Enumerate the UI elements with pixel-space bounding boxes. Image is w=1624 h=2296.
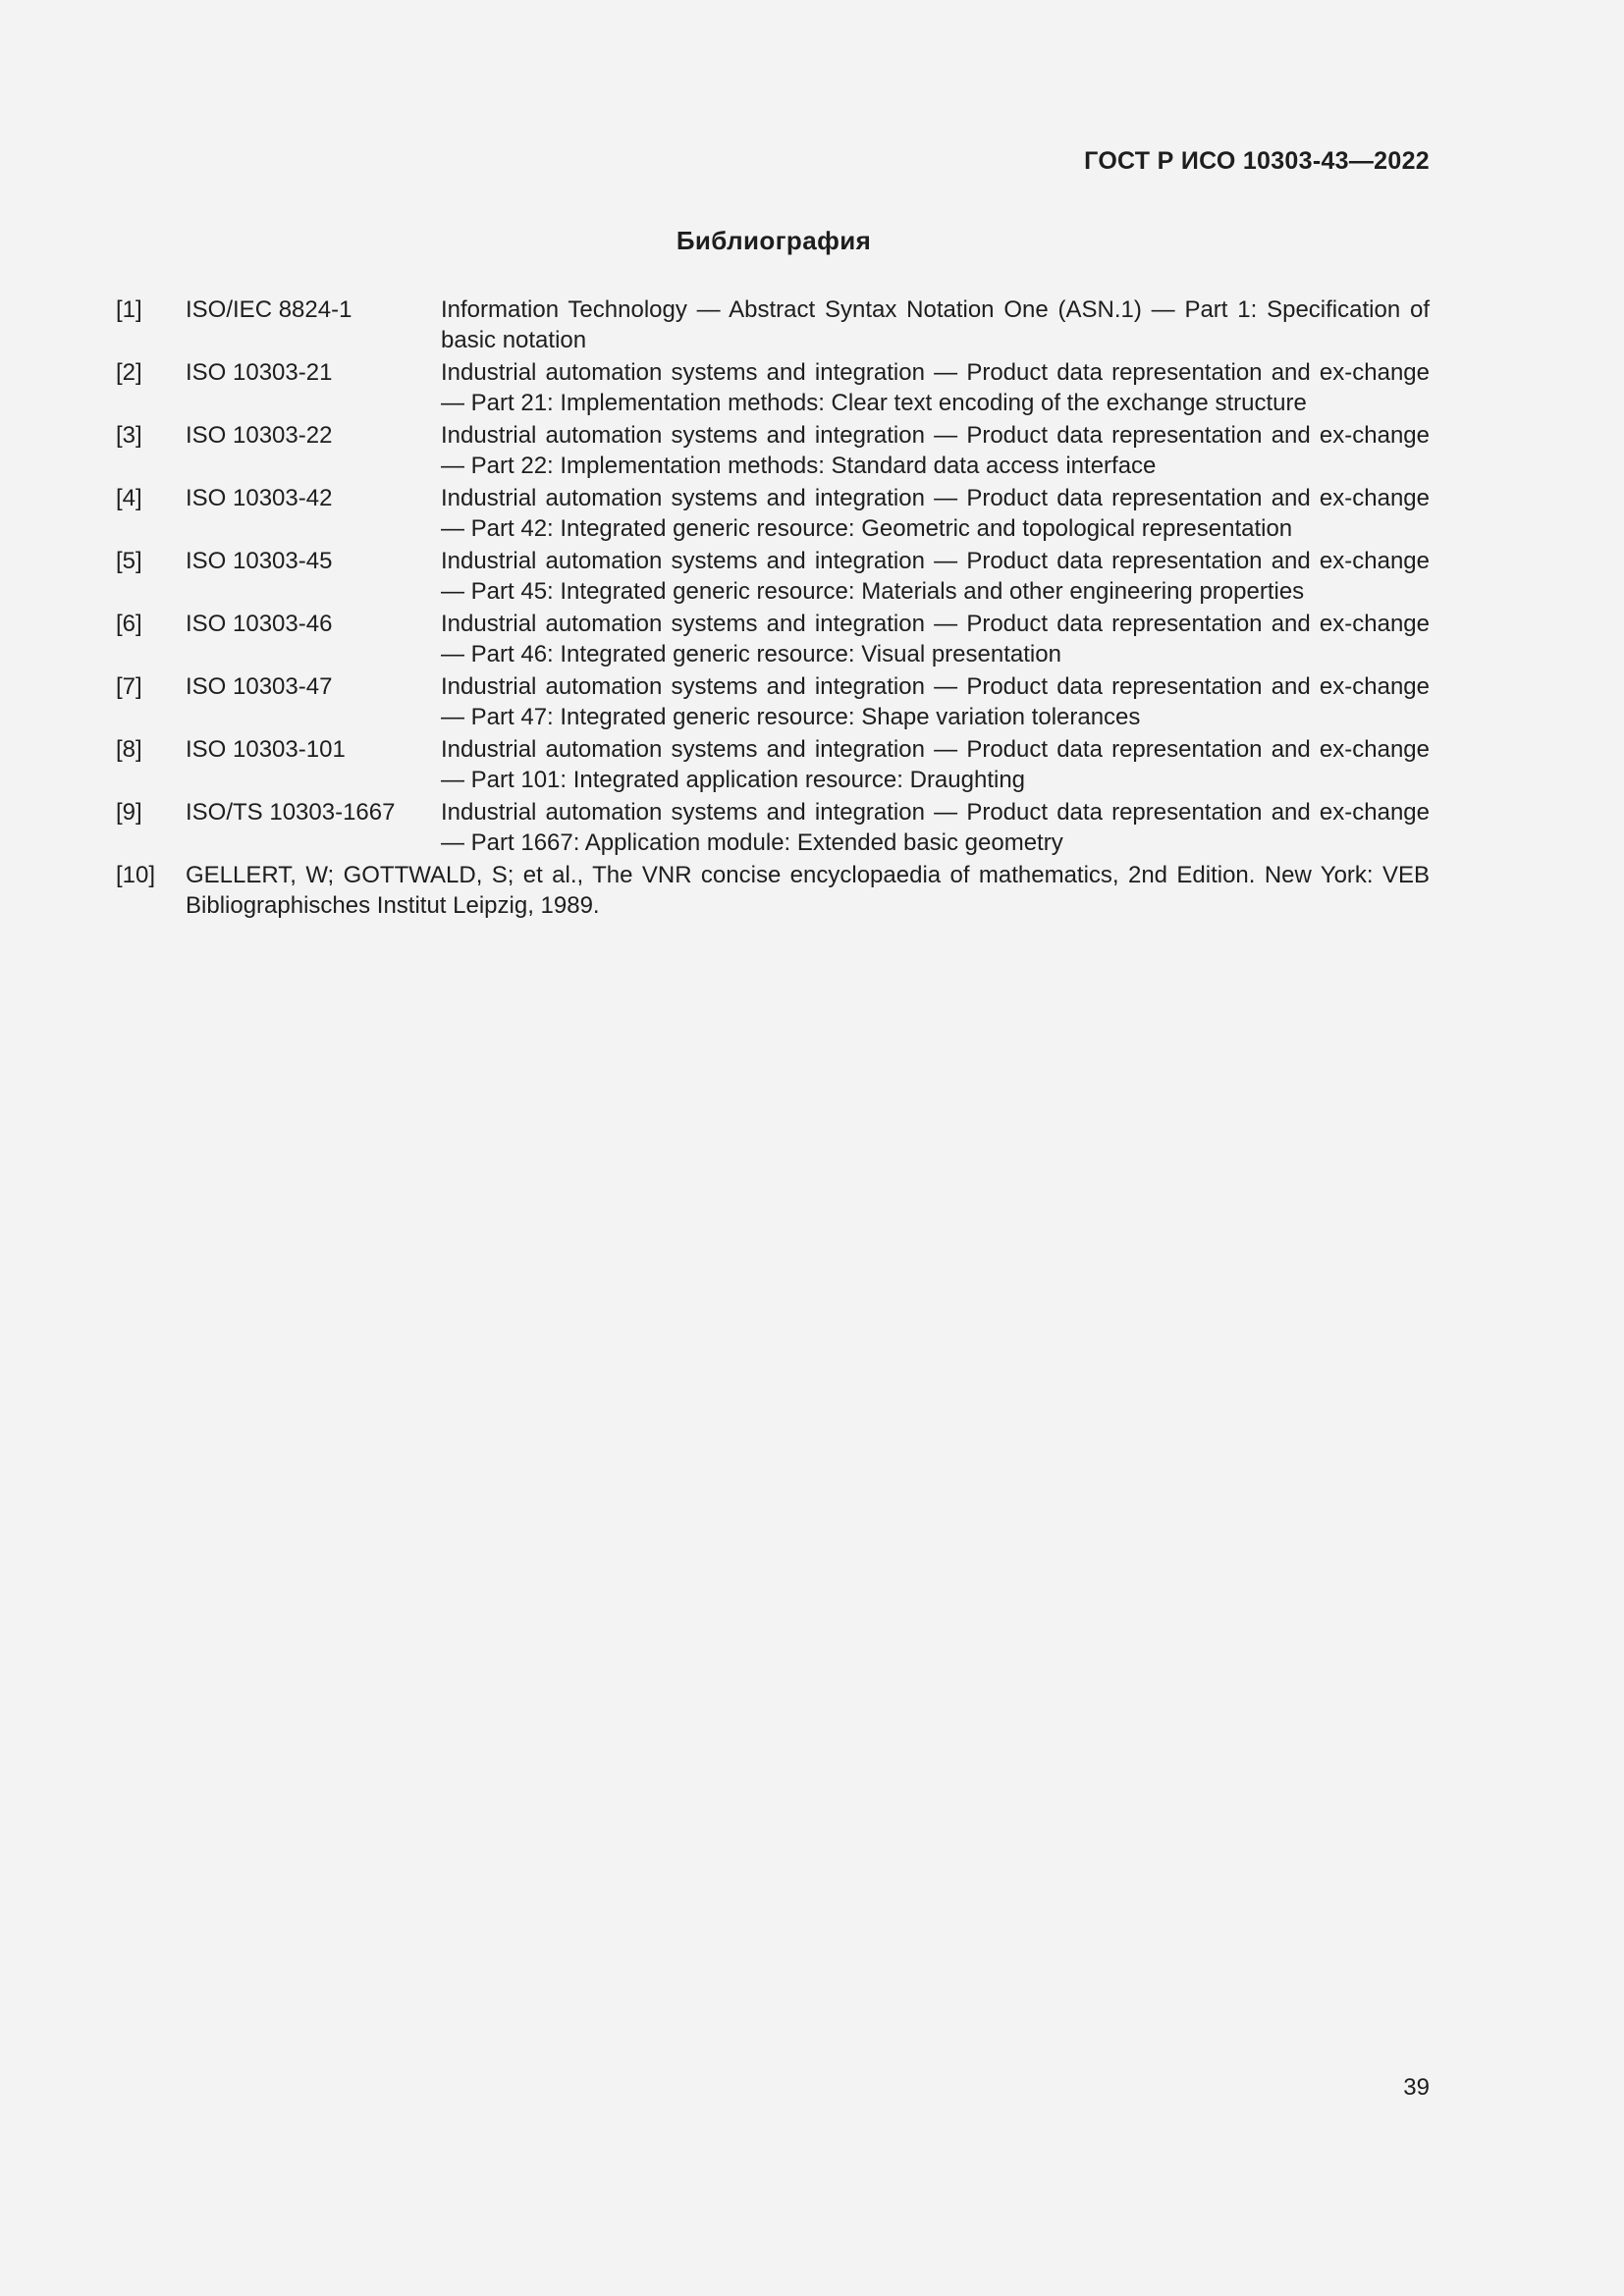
entry-title: Industrial automation systems and integration — Product data representation and ex-change — Part 42: Integrated generic resource: Geometric and topological representation bbox=[441, 485, 1430, 542]
entry-number: [1] bbox=[116, 296, 142, 323]
entry-title: Industrial automation systems and integration — Product data representation and ex-change — Part 22: Implementation methods: Standard data access interface bbox=[441, 422, 1430, 479]
section-title: Библиография bbox=[676, 226, 872, 255]
entry-title: Industrial automation systems and integration — Product data representation and ex-change — Part 1667: Application module: Extended basic geometry bbox=[441, 799, 1430, 856]
entry-title: Industrial automation systems and integration — Product data representation and ex-change — Part 101: Integrated application resource: Draughting bbox=[441, 736, 1430, 793]
entry-number: [9] bbox=[116, 799, 142, 826]
bibliography-list bbox=[116, 294, 1430, 923]
page-number: 39 bbox=[1403, 2074, 1430, 2101]
bibliography-entry bbox=[116, 734, 1430, 795]
entry-title: Information Technology — Abstract Syntax Notation One (ASN.1) — Part 1: Specification of basic notation bbox=[441, 296, 1430, 353]
entry-title: GELLERT, W; GOTTWALD, S; et al., The VNR concise encyclopaedia of mathematics, 2nd Edition. New York: VEB Bibliographisches Institut Leipzig, 1989. bbox=[186, 862, 1430, 919]
standard-reference: ISO 10303-45 bbox=[186, 548, 333, 574]
entry-number: [4] bbox=[116, 485, 142, 511]
entry-number: [3] bbox=[116, 422, 142, 449]
entry-title: Industrial automation systems and integration — Product data representation and ex-change — Part 21: Implementation methods: Clear text encoding of the exchange structure bbox=[441, 359, 1430, 416]
standard-reference: ISO 10303-42 bbox=[186, 485, 333, 511]
bibliography-entry bbox=[116, 860, 1430, 921]
entry-number: [8] bbox=[116, 736, 142, 763]
entry-title: Industrial automation systems and integration — Product data representation and ex-change — Part 46: Integrated generic resource: Visual presentation bbox=[441, 611, 1430, 667]
standard-reference: ISO 10303-47 bbox=[186, 673, 333, 700]
entry-number: [10] bbox=[116, 862, 156, 888]
standard-reference: ISO 10303-22 bbox=[186, 422, 333, 449]
standard-reference: ISO 10303-101 bbox=[186, 736, 346, 763]
entry-number: [7] bbox=[116, 673, 142, 700]
entry-number: [6] bbox=[116, 611, 142, 637]
document-code-header: ГОСТ Р ИСО 10303-43—2022 bbox=[1084, 147, 1430, 175]
entry-title: Industrial automation systems and integration — Product data representation and ex-change — Part 45: Integrated generic resource: Materials and other engineering properties bbox=[441, 548, 1430, 605]
bibliography-entry bbox=[116, 483, 1430, 544]
bibliography-entry bbox=[116, 797, 1430, 858]
bibliography-entry bbox=[116, 671, 1430, 732]
bibliography-entry bbox=[116, 420, 1430, 481]
entry-number: [2] bbox=[116, 359, 142, 386]
standard-reference: ISO/TS 10303-1667 bbox=[186, 799, 396, 826]
bibliography-entry bbox=[116, 609, 1430, 669]
entry-title: Industrial automation systems and integration — Product data representation and ex-change — Part 47: Integrated generic resource: Shape variation tolerances bbox=[441, 673, 1430, 730]
bibliography-entry bbox=[116, 294, 1430, 355]
bibliography-entry bbox=[116, 357, 1430, 418]
entry-number: [5] bbox=[116, 548, 142, 574]
standard-reference: ISO 10303-46 bbox=[186, 611, 333, 637]
bibliography-entry bbox=[116, 546, 1430, 607]
standard-reference: ISO 10303-21 bbox=[186, 359, 333, 386]
standard-reference: ISO/IEC 8824-1 bbox=[186, 296, 352, 323]
